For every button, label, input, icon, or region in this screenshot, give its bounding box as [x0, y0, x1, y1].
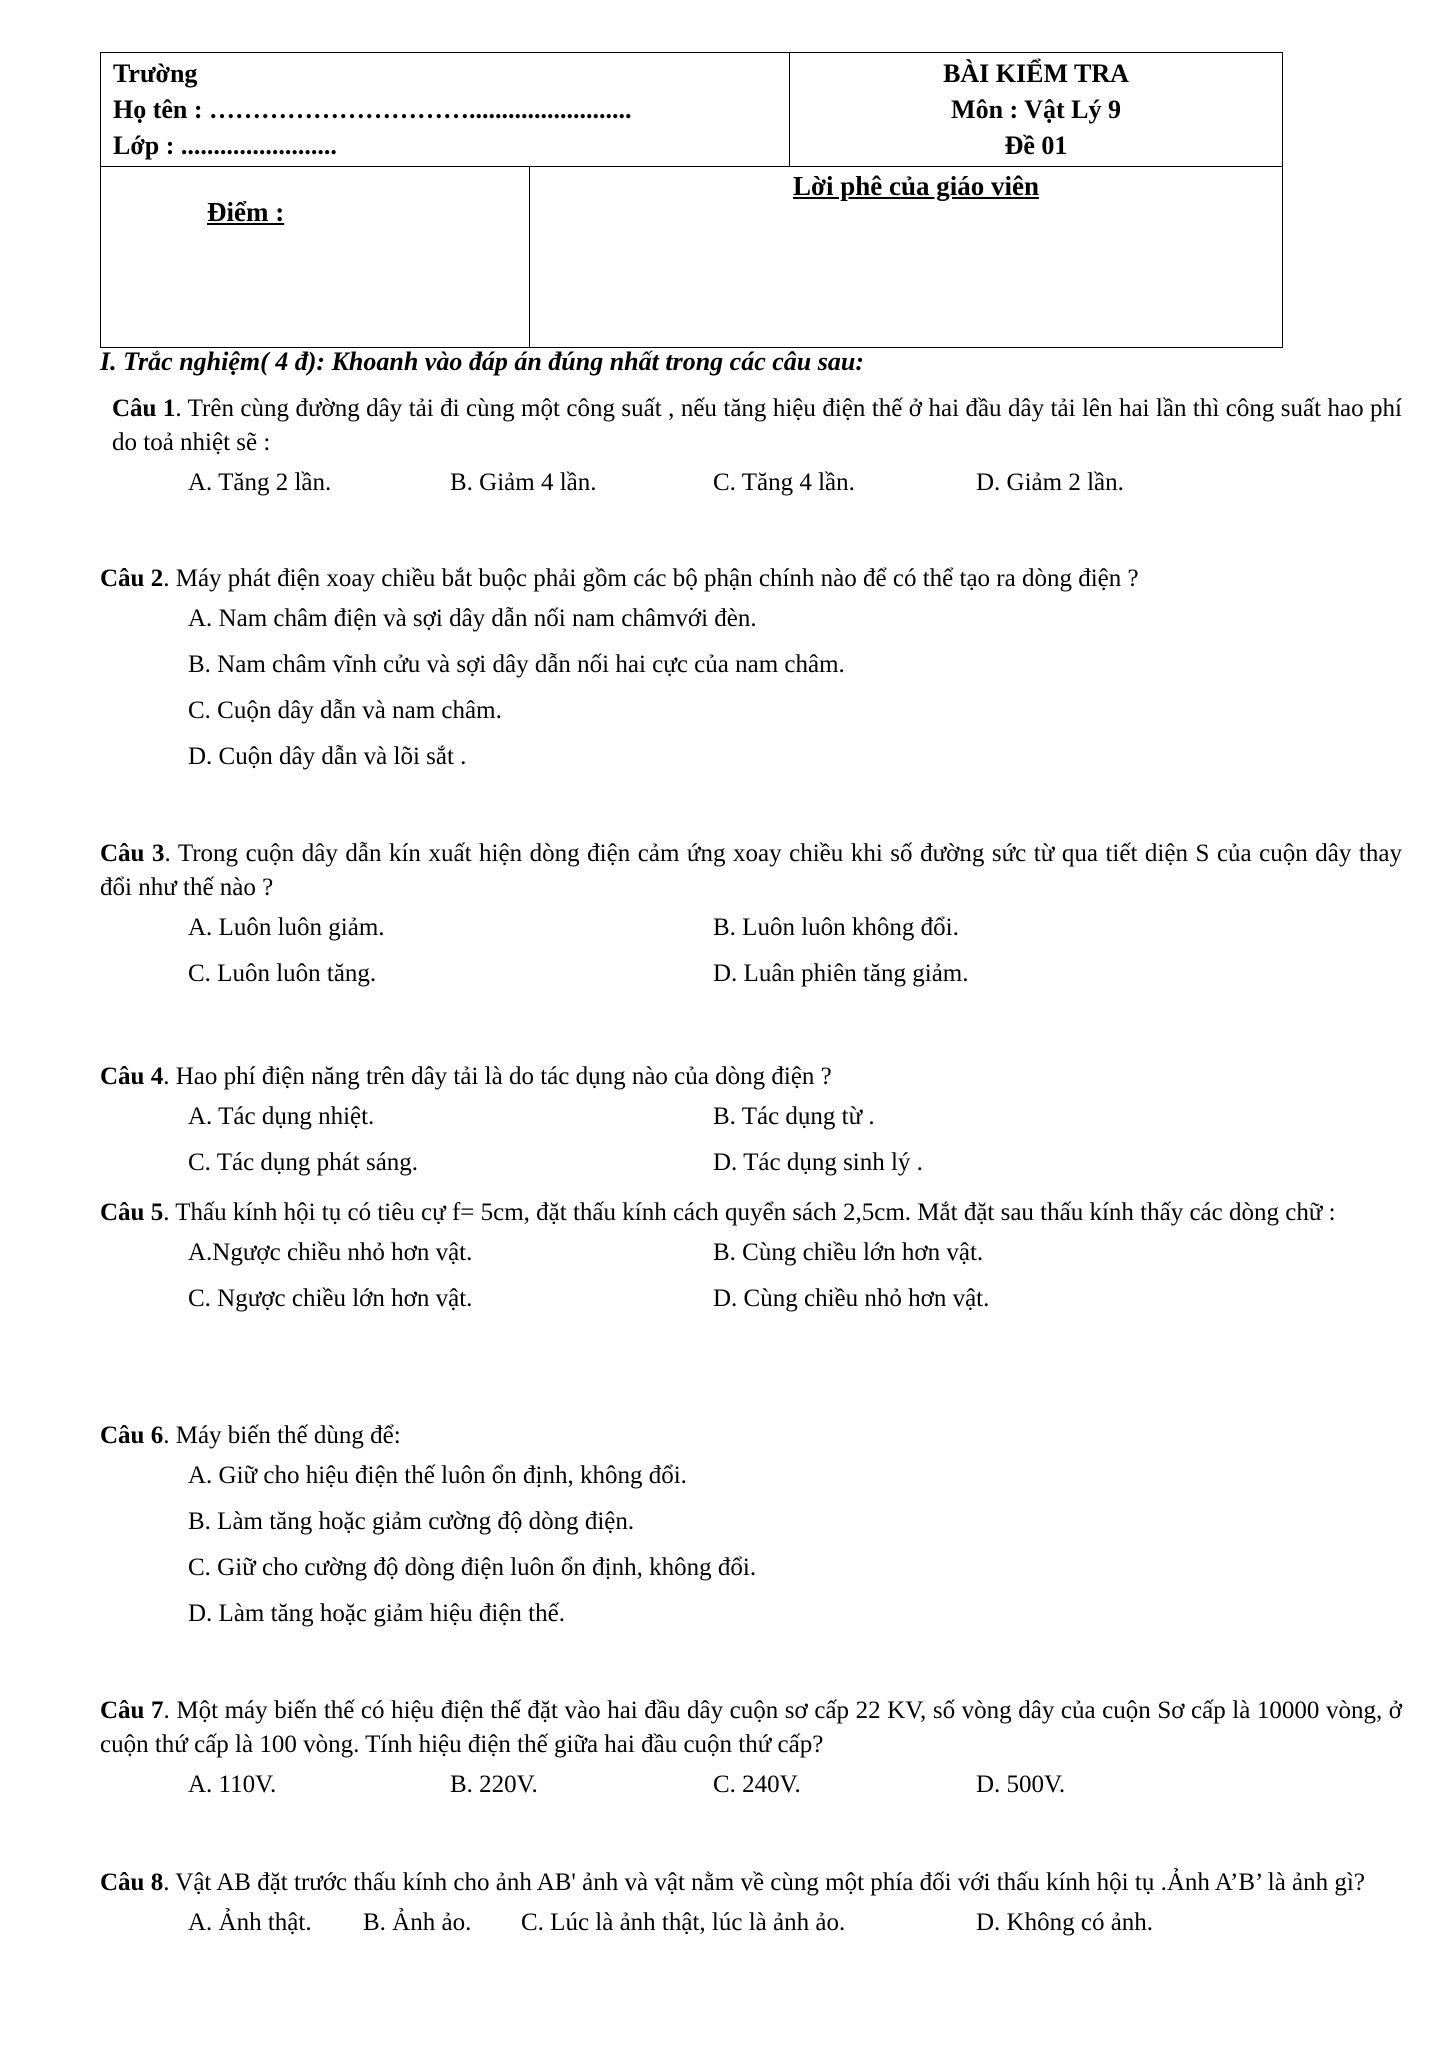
option-b[interactable]: B. Nam châm vĩnh cửu và sợi dây dẫn nối hai cực của nam châm.: [188, 651, 845, 678]
option-d[interactable]: D. Tác dụng sinh lý .: [713, 1149, 923, 1176]
question-4: [100, 1060, 1400, 1186]
question-label: Câu 7: [100, 1697, 164, 1724]
option-c[interactable]: C. Tác dụng phát sáng.: [188, 1149, 419, 1176]
question-label: Câu 5: [100, 1199, 164, 1226]
exam-code: Đề 01: [1004, 131, 1068, 160]
question-text: . Một máy biến thế có hiệu điện thế đặt vào hai đầu dây cuộn sơ cấp 22 KV, số vòng dây của cuộn Sơ cấp là 10000 vòng, ở cuộn thứ cấp là 100 vòng. Tính hiệu điện thế giữa hai đầu cuộn thứ cấp?: [100, 1697, 1402, 1758]
score-label: Điểm :: [207, 197, 285, 227]
option-a[interactable]: A. Ảnh thật.: [188, 1909, 312, 1936]
question-stem: [100, 837, 1402, 905]
option-b[interactable]: B. Cùng chiều lớn hơn vật.: [713, 1239, 984, 1266]
option-a[interactable]: A. Tác dụng nhiệt.: [188, 1103, 375, 1130]
option-a[interactable]: A. Nam châm điện và sợi dây dẫn nối nam châmvới đèn.: [188, 605, 757, 632]
question-stem: [100, 1196, 1402, 1230]
teacher-comment-label: Lời phê của giáo viên: [793, 171, 1039, 201]
option-d[interactable]: D. Không có ảnh.: [976, 1909, 1154, 1936]
option-c[interactable]: C. Ngược chiều lớn hơn vật.: [188, 1285, 473, 1312]
question-label: Câu 8: [100, 1869, 164, 1896]
question-text: . Thấu kính hội tụ có tiêu cự f= 5cm, đặt thấu kính cách quyển sách 2,5cm. Mắt đặt sau thấu kính thấy các dòng chữ :: [163, 1199, 1336, 1226]
question-stem: [100, 562, 1402, 596]
question-stem: [100, 1694, 1402, 1762]
question-7: [100, 1694, 1400, 1808]
option-b[interactable]: B. Tác dụng từ .: [713, 1103, 875, 1130]
question-stem: [100, 1060, 1402, 1094]
option-d[interactable]: D. Giảm 2 lần.: [976, 469, 1124, 496]
question-label: Câu 6: [100, 1422, 164, 1449]
options-row: [100, 1140, 1400, 1186]
option-b[interactable]: B. Giảm 4 lần.: [450, 469, 597, 496]
options-row: [112, 460, 1402, 506]
question-text: . Trong cuộn dây dẫn kín xuất hiện dòng điện cảm ứng xoay chiều khi số đường sức từ qua tiết diện S của cuộn dây thay đổi như thế nào ?: [100, 840, 1402, 901]
option-d[interactable]: D. Cùng chiều nhỏ hơn vật.: [713, 1285, 990, 1312]
option-c[interactable]: C. Luôn luôn tăng.: [188, 960, 377, 987]
school-label: Trường: [113, 59, 198, 88]
question-5: [100, 1196, 1400, 1322]
option-b[interactable]: B. 220V.: [450, 1771, 538, 1798]
question-stem: [100, 1866, 1402, 1900]
question-text: . Máy phát điện xoay chiều bắt buộc phải gồm các bộ phận chính nào để có thể tạo ra dòng điện ?: [163, 565, 1139, 592]
option-c[interactable]: C. 240V.: [713, 1771, 801, 1798]
options-row: [100, 1276, 1400, 1322]
option-b[interactable]: B. Luôn luôn không đổi.: [713, 914, 959, 941]
options-row: [100, 1230, 1400, 1276]
option-a[interactable]: A.Ngược chiều nhỏ hơn vật.: [188, 1239, 473, 1266]
question-label: Câu 1: [112, 395, 176, 422]
exam-header-table: [100, 52, 1283, 348]
score-cell: [101, 167, 530, 348]
option-b[interactable]: B. Làm tăng hoặc giảm cường độ dòng điện.: [188, 1508, 635, 1535]
option-a[interactable]: A. 110V.: [188, 1771, 277, 1798]
question-label: Câu 2: [100, 565, 164, 592]
options-row: [100, 1900, 1400, 1946]
option-c[interactable]: C. Giữ cho cường độ dòng điện luôn ổn định, không đổi.: [188, 1554, 757, 1581]
subject-label: Môn : Vật Lý 9: [951, 95, 1121, 124]
question-text: . Máy biến thế dùng để:: [163, 1422, 401, 1449]
options-row: [100, 951, 1400, 997]
question-text: . Vật AB đặt trước thấu kính cho ảnh AB' ảnh và vật nằm về cùng một phía đối với thấu kính hội tụ .Ảnh A’B’ là ảnh gì?: [163, 1869, 1365, 1896]
question-6: [100, 1419, 1400, 1637]
question-stem: [100, 1419, 1402, 1453]
question-3: [100, 837, 1400, 997]
options-row: [100, 1094, 1400, 1140]
question-text: . Trên cùng đường dây tải đi cùng một công suất , nếu tăng hiệu điện thế ở hai đầu dây tải lên hai lần thì công suất hao phí do toả nhiệt sẽ :: [112, 395, 1402, 456]
question-text: . Hao phí điện năng trên dây tải là do tác dụng nào của dòng điện ?: [163, 1063, 832, 1090]
option-c[interactable]: C. Tăng 4 lần.: [713, 469, 855, 496]
option-d[interactable]: D. Làm tăng hoặc giảm hiệu điện thế.: [188, 1600, 565, 1627]
section-title: I. Trắc nghiệm( 4 đ): Khoanh vào đáp án đúng nhất trong các câu sau:: [100, 347, 864, 376]
options-row: [100, 1762, 1400, 1808]
option-d[interactable]: D. Cuộn dây dẫn và lõi sắt .: [188, 743, 467, 770]
question-label: Câu 4: [100, 1063, 164, 1090]
option-d[interactable]: D. 500V.: [976, 1771, 1066, 1798]
option-b[interactable]: B. Ảnh ảo.: [363, 1909, 472, 1936]
exam-info-cell: [790, 53, 1283, 167]
question-2: [100, 562, 1400, 780]
test-title: BÀI KIỂM TRA: [943, 59, 1129, 88]
option-a[interactable]: A. Luôn luôn giảm.: [188, 914, 385, 941]
option-d[interactable]: D. Luân phiên tăng giảm.: [713, 960, 969, 987]
teacher-comment-cell: [530, 167, 1283, 348]
question-label: Câu 3: [100, 840, 165, 867]
class-label: Lớp : ........................: [113, 131, 337, 160]
question-1: [112, 392, 1402, 506]
option-c[interactable]: C. Cuộn dây dẫn và nam châm.: [188, 697, 502, 724]
option-c[interactable]: C. Lúc là ảnh thật, lúc là ảnh ảo.: [521, 1909, 846, 1936]
name-label: Họ tên : ………………………….........................: [113, 95, 632, 124]
question-stem: [112, 392, 1402, 460]
student-info-cell: [101, 53, 790, 167]
options-row: [100, 905, 1400, 951]
option-a[interactable]: A. Giữ cho hiệu điện thế luôn ổn định, không đổi.: [188, 1462, 687, 1489]
question-8: [100, 1866, 1400, 1946]
option-a[interactable]: A. Tăng 2 lần.: [188, 469, 332, 496]
